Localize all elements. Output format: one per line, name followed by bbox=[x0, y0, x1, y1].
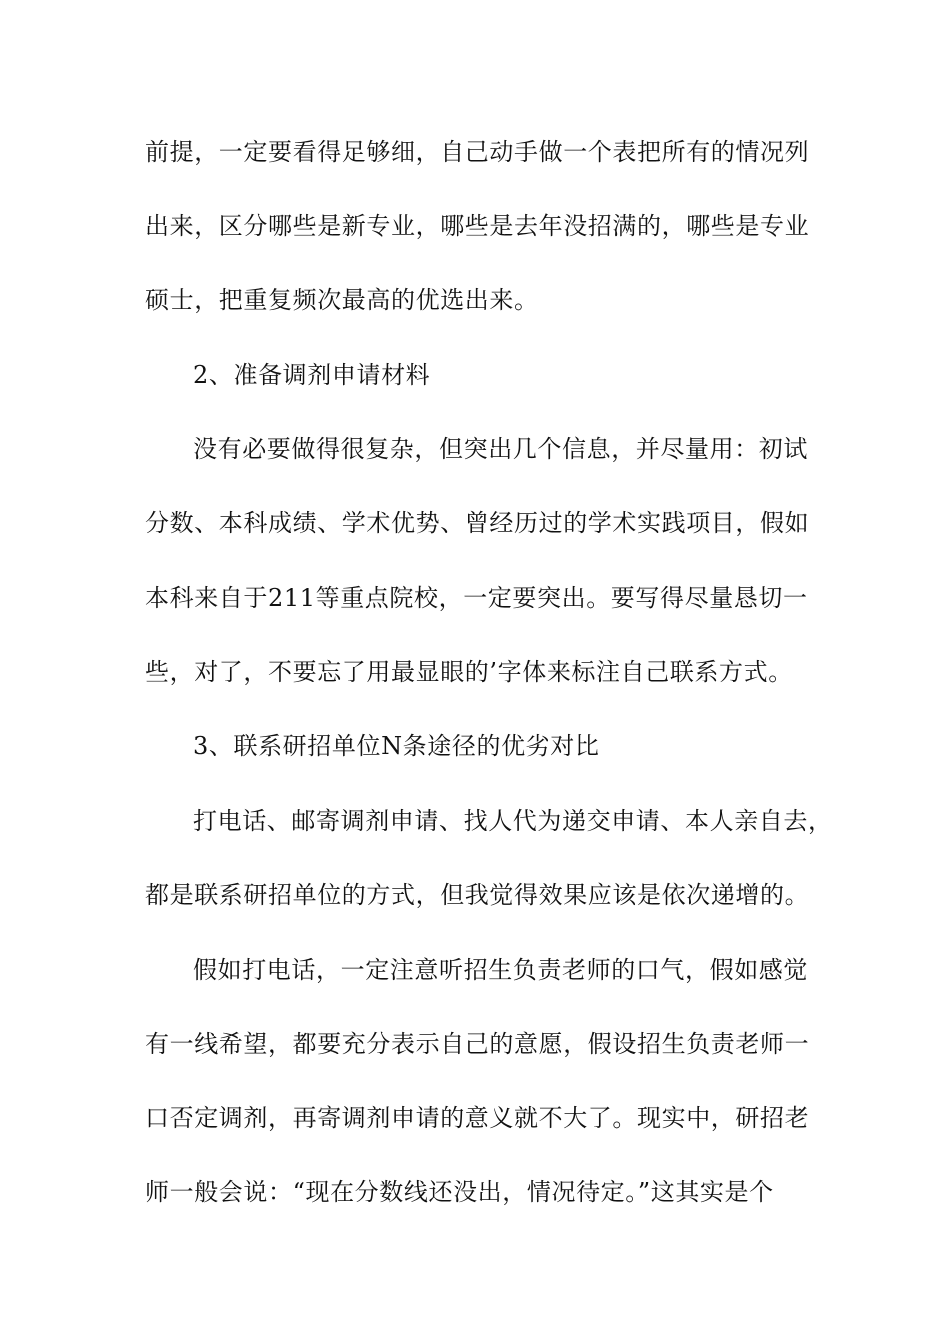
paragraph-line: 口否定调剂，再寄调剂申请的意义就不大了。现实中，研招老 bbox=[145, 1104, 810, 1132]
paragraph-line: 出来，区分哪些是新专业，哪些是去年没招满的，哪些是专业 bbox=[145, 212, 810, 240]
paragraph-line: 师一般会说：“现在分数线还没出，情况待定。”这其实是个 bbox=[145, 1178, 774, 1206]
paragraph-line: 前提，一定要看得足够细，自己动手做一个表把所有的情况列 bbox=[145, 138, 810, 166]
paragraph-line: 没有必要做得很复杂，但突出几个信息，并尽量用：初试 bbox=[193, 435, 808, 463]
paragraph-line: 都是联系研招单位的方式，但我觉得效果应该是依次递增的。 bbox=[145, 881, 810, 909]
section-heading: 3、联系研招单位N条途径的优劣对比 bbox=[193, 732, 600, 760]
paragraph-line: 假如打电话，一定注意听招生负责老师的口气，假如感觉 bbox=[193, 956, 808, 984]
paragraph-line: 硕士，把重复频次最高的优选出来。 bbox=[145, 286, 539, 314]
paragraph-line: 打电话、邮寄调剂申请、找人代为递交申请、本人亲自去， bbox=[193, 807, 833, 835]
paragraph-line: 有一线希望，都要充分表示自己的意愿，假设招生负责老师一 bbox=[145, 1030, 810, 1058]
paragraph-line: 些，对了，不要忘了用最显眼的’字体来标注自己联系方式。 bbox=[145, 658, 793, 686]
paragraph-line: 分数、本科成绩、学术优势、曾经历过的学术实践项目，假如 bbox=[145, 509, 810, 537]
section-heading: 2、准备调剂申请材料 bbox=[193, 361, 431, 389]
paragraph-line: 本科来自于211等重点院校，一定要突出。要写得尽量恳切一 bbox=[145, 584, 808, 612]
